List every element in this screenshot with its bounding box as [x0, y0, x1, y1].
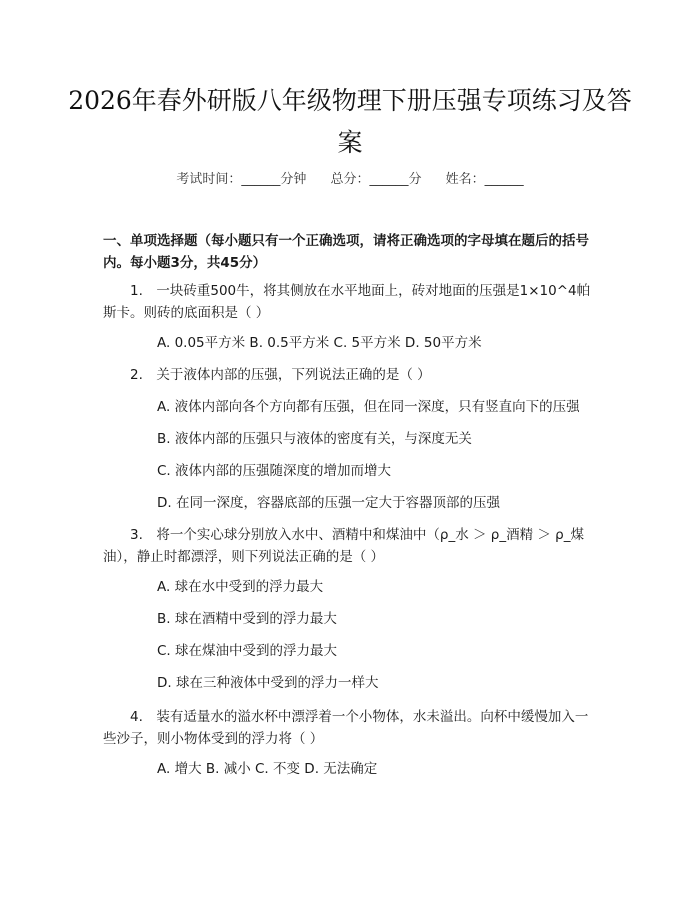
question-2: 2. 关于液体内部的压强，下列说法正确的是（ ） — [130, 367, 431, 383]
exam-score: 总分：______分 — [330, 172, 422, 187]
section-heading: 一、单项选择题（每小题只有一个正确选项，请将正确选项的字母填在题后的括号内。每小题3分，共45分） — [103, 233, 589, 271]
question-2-option-b: B. 液体内部的压强只与液体的密度有关，与深度无关 — [157, 431, 472, 447]
question-2-option-d: D. 在同一深度，容器底部的压强一定大于容器顶部的压强 — [157, 495, 500, 511]
question-3-option-d: D. 球在三种液体中受到的浮力一样大 — [157, 675, 379, 691]
question-3-option-c: C. 球在煤油中受到的浮力最大 — [157, 643, 338, 659]
question-4: 4. 装有适量水的溢水杯中漂浮着一个小物体，水未溢出。向杯中缓慢加入一些沙子，则小物体受到的浮力将（ ） — [103, 709, 589, 747]
question-1-options: A. 0.05平方米 B. 0.5平方米 C. 5平方米 D. 50平方米 — [157, 335, 482, 351]
question-1: 1. 一块砖重500牛，将其侧放在水平地面上，砖对地面的压强是1×10^4帕斯卡。则砖的底面积是（ ） — [103, 283, 591, 321]
exam-meta — [0, 168, 700, 187]
exam-time: 考试时间：______分钟 — [176, 172, 307, 187]
question-3: 3. 将一个实心球分别放入水中、酒精中和煤油中（ρ_水 ＞ ρ_酒精 ＞ ρ_煤油），静止时都漂浮，则下列说法正确的是（ ） — [103, 527, 585, 565]
question-3-option-b: B. 球在酒精中受到的浮力最大 — [157, 611, 337, 627]
question-2-option-c: C. 液体内部的压强随深度的增加而增大 — [157, 463, 392, 479]
document-title: 2026年春外研版八年级物理下册压强专项练习及答案 — [68, 86, 632, 157]
exam-name: 姓名：______ — [445, 172, 524, 187]
question-4-options: A. 增大 B. 减小 C. 不变 D. 无法确定 — [157, 761, 378, 777]
question-2-option-a: A. 液体内部向各个方向都有压强，但在同一深度，只有竖直向下的压强 — [157, 399, 580, 415]
question-3-option-a: A. 球在水中受到的浮力最大 — [157, 579, 324, 595]
